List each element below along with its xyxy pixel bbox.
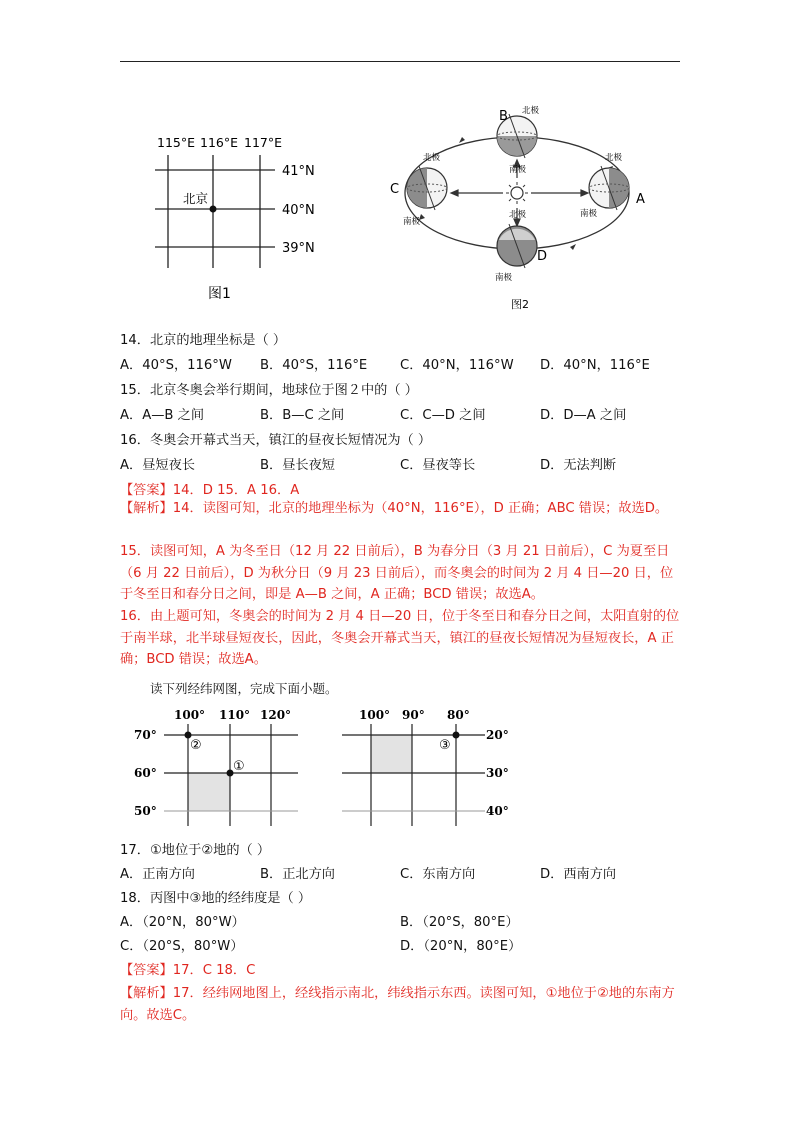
q16-option-c: C．昼夜等长 [400, 458, 476, 473]
grid-left-lon-label: 110° [219, 708, 251, 722]
q14-option-c: C．40°N，116°W [400, 358, 514, 373]
grid-left-lat-label: 70° [134, 728, 157, 742]
analysis-17: 【解析】17．经纬网地图上，经线指示南北，纬线指示东西。读图可知，①地位于②地的东南方向。故选C。 [120, 986, 675, 1023]
q18-option-b: B．（20°S，80°E） [400, 915, 519, 930]
q15-option-c: C．C—D 之间 [400, 408, 486, 423]
beijing-dot [210, 206, 217, 213]
q15-option-b: B．B—C 之间 [260, 408, 345, 423]
point-1-label: ① [233, 759, 245, 774]
earth-a [589, 166, 629, 210]
beijing-label: 北京 [183, 191, 209, 206]
q14-option-b: B．40°S，116°E [260, 358, 368, 373]
q17-option-a: A．正南方向 [120, 867, 195, 882]
q16-option-d: D．无法判断 [540, 458, 617, 473]
q17-option-b: B．正北方向 [260, 867, 335, 882]
answer-14-16: 【答案】14．D 15．A 16．A [120, 483, 300, 498]
grid-right [340, 700, 530, 830]
grid-left-lat-label: 50° [134, 804, 157, 818]
q18-option-c: C．（20°S，80°W） [120, 939, 244, 954]
question-18: 18．丙图中③地的经纬度是（ ） [120, 891, 312, 906]
sun-icon [511, 187, 523, 199]
grid-right-lon-label: 100° [359, 708, 391, 722]
grid-right-lat-label: 20° [486, 728, 509, 742]
position-d-label: D [537, 249, 548, 264]
analysis-15: 15．读图可知，A 为冬至日（12 月 22 日前后），B 为春分日（3 月 21 日前后），C 为夏至日（6 月 22 日前后），D 为秋分日（9 月 23 日前后），而冬奥会的时间为 2 月 4 日—20 日，位于冬至日和春分日之间，即是 A—B 之间，A 正确；BCD 错误；故选A。 [120, 544, 674, 602]
grid-left-lat-label: 60° [134, 766, 157, 780]
analysis-14: 【解析】14．读图可知，北京的地理坐标为（40°N，116°E），D 正确；ABC 错误；故选D。 [120, 501, 669, 516]
earth-d [497, 224, 537, 268]
point-3-label: ③ [439, 738, 451, 753]
analysis-16: 16．由上题可知，冬奥会的时间为 2 月 4 日—20 日，位于冬至日和春分日之间，太阳直射的位于南半球，北半球昼短夜长，因此，冬奥会开幕式当天，镇江的昼夜长短情况为昼短夜长，A 正确；BCD 错误；故选A。 [120, 609, 680, 667]
figure-1-graticule [140, 130, 340, 315]
south-pole-label: 南极 [495, 273, 513, 283]
grid-right-lat-label: 30° [486, 766, 509, 780]
south-pole-label: 南极 [403, 217, 421, 227]
position-c-label: C [390, 182, 400, 197]
grid-left-lon-label: 100° [174, 708, 206, 722]
fig1-lon-label: 116°E [200, 135, 239, 150]
question-17: 17．①地位于②地的（ ） [120, 843, 271, 858]
north-pole-label: 北极 [423, 153, 441, 163]
grid-right-lon-label: 90° [402, 708, 425, 722]
fig1-lon-label: 117°E [244, 135, 283, 150]
north-pole-label: 北极 [605, 153, 623, 163]
fig1-lon-label: 115°E [157, 135, 196, 150]
fig1-lat-label: 40°N [282, 203, 315, 218]
grid-intro: 读下列经纬网图，完成下面小题。 [150, 681, 338, 696]
grid-right-lon-label: 80° [447, 708, 470, 722]
figure-2-earth-orbit [385, 100, 655, 315]
point-3-dot [453, 732, 460, 739]
q14-option-d: D．40°N，116°E [540, 358, 650, 373]
q15-option-d: D．D—A 之间 [540, 408, 627, 423]
q18-option-a: A．（20°N，80°W） [120, 915, 245, 930]
fig1-lat-label: 41°N [282, 164, 315, 179]
q17-option-c: C．东南方向 [400, 867, 476, 882]
q14-option-a: A．40°S，116°W [120, 358, 232, 373]
q15-option-a: A．A—B 之间 [120, 408, 205, 423]
south-pole-label: 南极 [509, 165, 527, 175]
q16-option-b: B．昼长夜短 [260, 458, 335, 473]
position-b-label: B [499, 109, 508, 124]
south-pole-label: 南极 [580, 209, 598, 219]
grid-right-lat-label: 40° [486, 804, 509, 818]
q16-option-a: A．昼短夜长 [120, 458, 195, 473]
q17-option-d: D．西南方向 [540, 867, 617, 882]
fig1-caption: 图1 [208, 286, 231, 302]
fig2-caption: 图2 [511, 298, 529, 311]
question-16: 16．冬奥会开幕式当天，镇江的昼夜长短情况为（ ） [120, 433, 432, 448]
fig1-lat-label: 39°N [282, 241, 315, 256]
position-a-label: A [636, 192, 645, 207]
question-15: 15．北京冬奥会举行期间，地球位于图２中的（ ） [120, 383, 418, 398]
grid-left-lon-label: 120° [260, 708, 292, 722]
q18-option-d: D．（20°N，80°E） [400, 939, 522, 954]
north-pole-label: 北极 [509, 210, 527, 220]
grid-left [130, 700, 315, 830]
answer-17-18: 【答案】17．C 18．C [120, 963, 256, 978]
header-rule [120, 61, 680, 62]
question-14: 14．北京的地理坐标是（ ） [120, 333, 287, 348]
north-pole-label: 北极 [522, 106, 540, 116]
point-2-label: ② [190, 738, 202, 753]
